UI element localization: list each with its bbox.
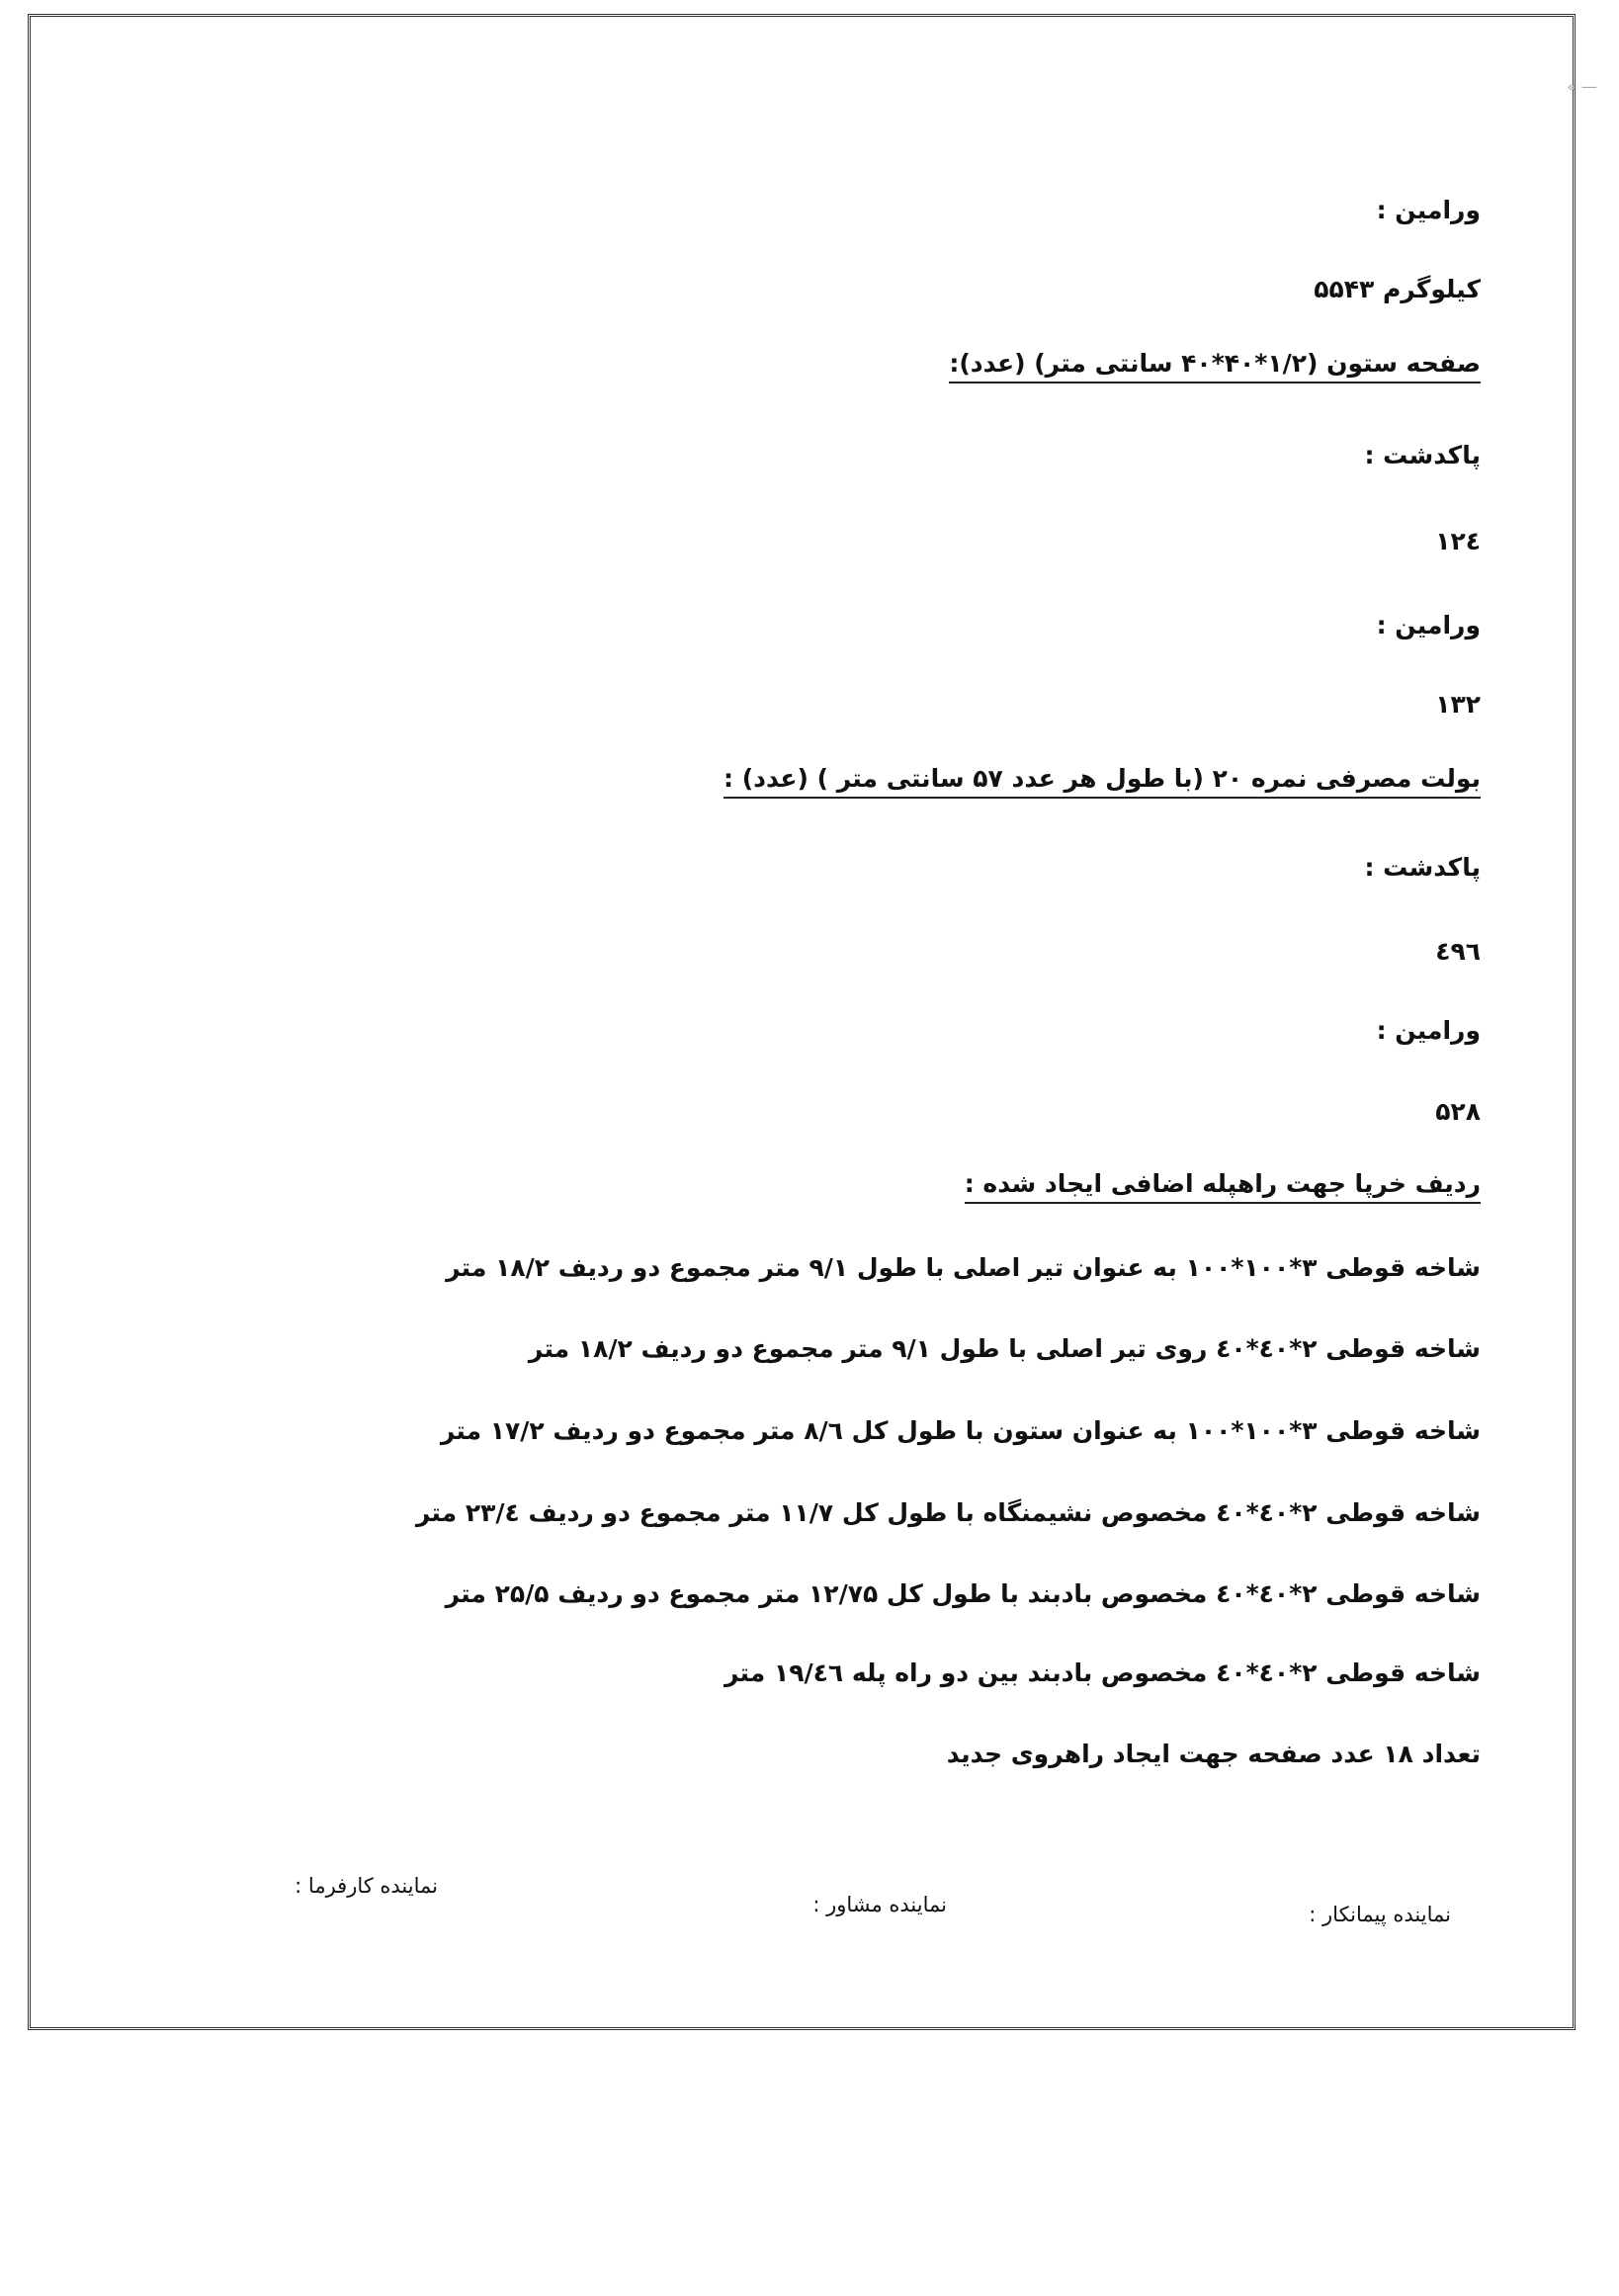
contractor-representative-label: نماینده پیمانکار : [1309,1903,1451,1926]
truss-item-4: شاخه قوطی ۲*٤۰*٤۰ مخصوص نشیمنگاه با طول کل ۱۱/۷ متر مجموع دو ردیف ۲۳/٤ متر [415,1498,1481,1527]
truss-item-6: شاخه قوطی ۲*٤۰*٤۰ مخصوص بادبند بین دو راه پله ۱۹/٤٦ متر [724,1658,1481,1687]
varamin-label-1: ورامین : [1376,196,1481,224]
varamin-value-2: ۱۳۲ [1435,690,1481,719]
varamin-label-3: ورامین : [1376,1016,1481,1045]
truss-item-5: شاخه قوطی ۲*٤۰*٤۰ مخصوص بادبند با طول کل ۱۲/۷۵ متر مجموع دو ردیف ۲۵/۵ متر [445,1579,1481,1608]
truss-item-3: شاخه قوطی ۳*۱۰۰*۱۰۰ به عنوان ستون با طول کل ۸/٦ متر مجموع دو ردیف ۱۷/۲ متر [440,1416,1481,1445]
pakdasht-label-1: پاکدشت : [1364,441,1481,469]
varamin-label-2: ورامین : [1376,611,1481,639]
scan-corner-mark: « — [1567,77,1597,96]
kilogram-value: کیلوگرم ۵۵۴۳ [1314,275,1481,303]
pakdasht-value-1: ۱۲٤ [1435,527,1481,555]
bolt-heading: بولت مصرفی نمره ۲۰ (با طول هر عدد ۵۷ سانتی متر ) (عدد) : [724,766,1481,799]
truss-item-2: شاخه قوطی ۲*٤۰*٤۰ روی تیر اصلی با طول ۹/۱ متر مجموع دو ردیف ۱۸/۲ متر [528,1334,1481,1363]
plates-count-line: تعداد ۱۸ عدد صفحه جهت ایجاد راهروی جدید [946,1740,1481,1768]
pakdasht-value-2: ٤۹٦ [1435,937,1481,966]
truss-heading: ردیف خرپا جهت راهپله اضافی ایجاد شده : [965,1171,1481,1204]
consultant-representative-label: نماینده مشاور : [812,1893,947,1916]
varamin-value-3: ۵۲۸ [1435,1097,1481,1126]
pakdasht-label-2: پاکدشت : [1364,853,1481,882]
column-plate-heading: صفحه ستون (۱/۲*۴۰*۴۰ سانتی متر) (عدد): [949,351,1481,383]
employer-representative-label: نماینده کارفرما : [295,1874,438,1898]
truss-item-1: شاخه قوطی ۳*۱۰۰*۱۰۰ به عنوان تیر اصلی با طول ۹/۱ متر مجموع دو ردیف ۱۸/۲ متر [446,1253,1481,1282]
